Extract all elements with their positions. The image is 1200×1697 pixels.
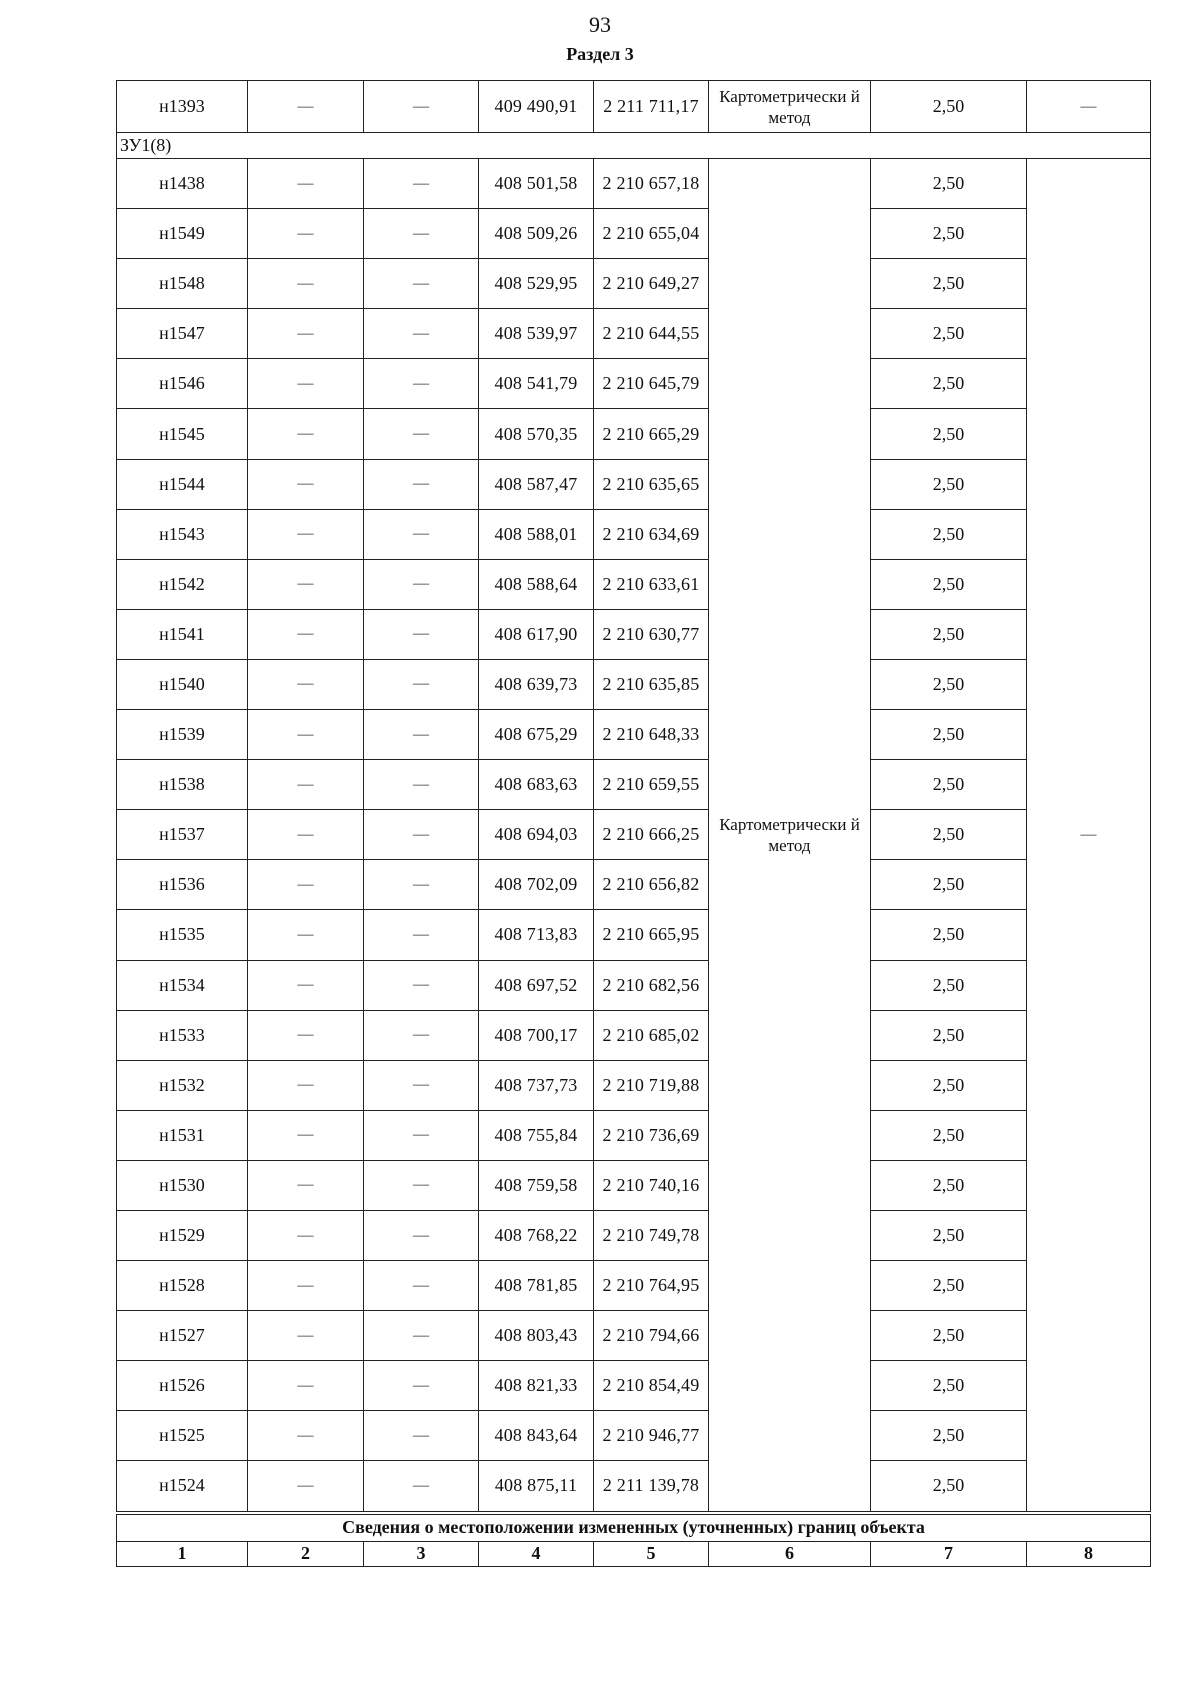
column-number: 5 — [594, 1541, 709, 1566]
precision-cell: 2,50 — [871, 1160, 1027, 1210]
cell-col2: — — [248, 1261, 364, 1311]
cell-col3: — — [364, 910, 479, 960]
cell-col2: — — [248, 159, 364, 209]
table-row — [117, 710, 1151, 760]
cell-col3: — — [364, 1210, 479, 1260]
table-row — [117, 509, 1151, 559]
group-header-row — [117, 133, 1151, 159]
coord-y: 2 210 635,65 — [594, 459, 709, 509]
column-numbers-row — [117, 1541, 1151, 1566]
cell-col3: — — [364, 409, 479, 459]
point-name: н1538 — [117, 760, 248, 810]
precision-cell: 2,50 — [871, 409, 1027, 459]
cell-col3: — — [364, 209, 479, 259]
table-row — [117, 81, 1151, 133]
point-name: н1540 — [117, 659, 248, 709]
coord-y: 2 210 648,33 — [594, 710, 709, 760]
cell-col3: — — [364, 509, 479, 559]
coord-x: 408 737,73 — [479, 1060, 594, 1110]
point-name: н1393 — [117, 81, 248, 133]
coord-x: 408 875,11 — [479, 1461, 594, 1513]
page-number: 93 — [589, 12, 611, 37]
coord-y: 2 210 764,95 — [594, 1261, 709, 1311]
coord-y: 2 210 740,16 — [594, 1160, 709, 1210]
point-name: н1539 — [117, 710, 248, 760]
cell-col3: — — [364, 459, 479, 509]
table-row — [117, 359, 1151, 409]
coord-y: 2 210 630,77 — [594, 609, 709, 659]
coord-y: 2 210 645,79 — [594, 359, 709, 409]
cell-col8: — — [1027, 81, 1151, 133]
coord-x: 408 509,26 — [479, 209, 594, 259]
point-name: н1524 — [117, 1461, 248, 1513]
point-name: н1547 — [117, 309, 248, 359]
cell-col3: — — [364, 259, 479, 309]
table-row — [117, 910, 1151, 960]
cell-col2: — — [248, 810, 364, 860]
coord-x: 408 529,95 — [479, 259, 594, 309]
precision-cell: 2,50 — [871, 609, 1027, 659]
cell-col3: — — [364, 1110, 479, 1160]
coord-x: 408 570,35 — [479, 409, 594, 459]
column-number: 2 — [248, 1541, 364, 1566]
cell-col3: — — [364, 159, 479, 209]
precision-cell: 2,50 — [871, 960, 1027, 1010]
coord-x: 408 617,90 — [479, 609, 594, 659]
cell-col2: — — [248, 259, 364, 309]
column-number: 1 — [117, 1541, 248, 1566]
cell-col2: — — [248, 81, 364, 133]
precision-cell: 2,50 — [871, 209, 1027, 259]
table-row — [117, 1311, 1151, 1361]
cell-col3: — — [364, 81, 479, 133]
cell-col2: — — [248, 860, 364, 910]
coord-y: 2 210 719,88 — [594, 1060, 709, 1110]
column-number: 6 — [709, 1541, 871, 1566]
point-name: н1525 — [117, 1411, 248, 1461]
precision-cell: 2,50 — [871, 1411, 1027, 1461]
coord-x: 408 759,58 — [479, 1160, 594, 1210]
cell-col3: — — [364, 1160, 479, 1210]
coord-x: 408 713,83 — [479, 910, 594, 960]
coord-x: 408 702,09 — [479, 860, 594, 910]
coord-x: 408 821,33 — [479, 1361, 594, 1411]
table-row — [117, 1461, 1151, 1513]
cell-col3: — — [364, 860, 479, 910]
precision-cell: 2,50 — [871, 710, 1027, 760]
cell-col3: — — [364, 1261, 479, 1311]
cell-col2: — — [248, 960, 364, 1010]
precision-cell: 2,50 — [871, 1110, 1027, 1160]
coord-y: 2 210 749,78 — [594, 1210, 709, 1260]
coord-y: 2 210 854,49 — [594, 1361, 709, 1411]
table-row — [117, 1010, 1151, 1060]
coord-x: 408 588,01 — [479, 509, 594, 559]
coord-x: 408 501,58 — [479, 159, 594, 209]
table-row — [117, 810, 1151, 860]
cell-col2: — — [248, 760, 364, 810]
coord-x: 408 694,03 — [479, 810, 594, 860]
coord-y: 2 210 657,18 — [594, 159, 709, 209]
coord-y: 2 210 644,55 — [594, 309, 709, 359]
coord-x: 408 843,64 — [479, 1411, 594, 1461]
coord-x: 408 541,79 — [479, 359, 594, 409]
cell-col2: — — [248, 209, 364, 259]
cell-col3: — — [364, 659, 479, 709]
coord-y: 2 210 685,02 — [594, 1010, 709, 1060]
cell-col2: — — [248, 1160, 364, 1210]
method-cell: Картометрически й метод — [709, 159, 871, 1513]
point-name: н1537 — [117, 810, 248, 860]
cell-col3: — — [364, 760, 479, 810]
precision-cell: 2,50 — [871, 259, 1027, 309]
coord-y: 2 210 946,77 — [594, 1411, 709, 1461]
precision-cell: 2,50 — [871, 159, 1027, 209]
table-row — [117, 209, 1151, 259]
cell-col3: — — [364, 810, 479, 860]
cell-col2: — — [248, 609, 364, 659]
precision-cell: 2,50 — [871, 659, 1027, 709]
coord-x: 408 768,22 — [479, 1210, 594, 1260]
coord-y: 2 210 794,66 — [594, 1311, 709, 1361]
coord-y: 2 210 656,82 — [594, 860, 709, 910]
cell-col3: — — [364, 309, 479, 359]
coord-y: 2 210 666,25 — [594, 810, 709, 860]
table-row — [117, 860, 1151, 910]
point-name: н1541 — [117, 609, 248, 659]
cell-col3: — — [364, 1060, 479, 1110]
cell-col3: — — [364, 1361, 479, 1411]
point-name: н1546 — [117, 359, 248, 409]
point-name: н1527 — [117, 1311, 248, 1361]
table-row — [117, 559, 1151, 609]
table-row — [117, 1361, 1151, 1411]
table-row — [117, 1060, 1151, 1110]
point-name: н1532 — [117, 1060, 248, 1110]
precision-cell: 2,50 — [871, 1261, 1027, 1311]
table-row — [117, 1110, 1151, 1160]
precision-cell: 2,50 — [871, 910, 1027, 960]
precision-cell: 2,50 — [871, 359, 1027, 409]
section-title: Раздел 3 — [566, 44, 634, 64]
point-name: н1543 — [117, 509, 248, 559]
precision-cell: 2,50 — [871, 1311, 1027, 1361]
precision-cell: 2,50 — [871, 309, 1027, 359]
coord-x: 408 588,64 — [479, 559, 594, 609]
coord-x: 409 490,91 — [479, 81, 594, 133]
cell-col3: — — [364, 710, 479, 760]
precision-cell: 2,50 — [871, 459, 1027, 509]
cell-col3: — — [364, 359, 479, 409]
cell-col2: — — [248, 509, 364, 559]
table-row — [117, 159, 1151, 209]
precision-cell: 2,50 — [871, 760, 1027, 810]
table-row — [117, 1210, 1151, 1260]
cell-col2: — — [248, 459, 364, 509]
point-name: н1536 — [117, 860, 248, 910]
cell-col2: — — [248, 710, 364, 760]
precision-cell: 2,50 — [871, 1210, 1027, 1260]
coord-y: 2 210 649,27 — [594, 259, 709, 309]
coord-x: 408 675,29 — [479, 710, 594, 760]
precision-cell: 2,50 — [871, 860, 1027, 910]
cell-col3: — — [364, 559, 479, 609]
cell-col2: — — [248, 559, 364, 609]
table-row — [117, 309, 1151, 359]
cell-col2: — — [248, 1210, 364, 1260]
table-row — [117, 1160, 1151, 1210]
precision-cell: 2,50 — [871, 81, 1027, 133]
cell-col2: — — [248, 910, 364, 960]
cell-col2: — — [248, 1361, 364, 1411]
point-name: н1533 — [117, 1010, 248, 1060]
point-name: н1528 — [117, 1261, 248, 1311]
coord-x: 408 755,84 — [479, 1110, 594, 1160]
cell-col2: — — [248, 1461, 364, 1513]
coord-x: 408 587,47 — [479, 459, 594, 509]
coord-y: 2 210 665,29 — [594, 409, 709, 459]
coord-y: 2 210 633,61 — [594, 559, 709, 609]
cell-col8: — — [1027, 159, 1151, 1513]
cell-col2: — — [248, 1311, 364, 1361]
table-row — [117, 659, 1151, 709]
coord-x: 408 697,52 — [479, 960, 594, 1010]
point-name: н1534 — [117, 960, 248, 1010]
coord-x: 408 803,43 — [479, 1311, 594, 1361]
footer-title: Сведения о местоположении измененных (уточненных) границ объекта — [117, 1513, 1151, 1542]
precision-cell: 2,50 — [871, 1461, 1027, 1513]
coord-y: 2 211 139,78 — [594, 1461, 709, 1513]
point-name: н1548 — [117, 259, 248, 309]
coord-x: 408 639,73 — [479, 659, 594, 709]
point-name: н1438 — [117, 159, 248, 209]
cell-col3: — — [364, 960, 479, 1010]
coord-y: 2 210 655,04 — [594, 209, 709, 259]
precision-cell: 2,50 — [871, 509, 1027, 559]
precision-cell: 2,50 — [871, 1361, 1027, 1411]
cell-col2: — — [248, 1010, 364, 1060]
cell-col2: — — [248, 659, 364, 709]
cell-col2: — — [248, 359, 364, 409]
cell-col3: — — [364, 1010, 479, 1060]
coord-x: 408 683,63 — [479, 760, 594, 810]
column-number: 3 — [364, 1541, 479, 1566]
point-name: н1529 — [117, 1210, 248, 1260]
cell-col3: — — [364, 1461, 479, 1513]
table-row — [117, 1411, 1151, 1461]
coord-y: 2 210 659,55 — [594, 760, 709, 810]
point-name: н1526 — [117, 1361, 248, 1411]
column-number: 7 — [871, 1541, 1027, 1566]
precision-cell: 2,50 — [871, 1010, 1027, 1060]
coord-x: 408 700,17 — [479, 1010, 594, 1060]
precision-cell: 2,50 — [871, 810, 1027, 860]
point-name: н1530 — [117, 1160, 248, 1210]
point-name: н1542 — [117, 559, 248, 609]
coord-x: 408 781,85 — [479, 1261, 594, 1311]
point-name: н1549 — [117, 209, 248, 259]
cell-col3: — — [364, 1311, 479, 1361]
cell-col2: — — [248, 409, 364, 459]
group-label: ЗУ1(8) — [117, 133, 1151, 159]
method-cell: Картометрически й метод — [709, 81, 871, 133]
precision-cell: 2,50 — [871, 1060, 1027, 1110]
column-number: 4 — [479, 1541, 594, 1566]
point-name: н1544 — [117, 459, 248, 509]
cell-col2: — — [248, 1110, 364, 1160]
coord-y: 2 210 665,95 — [594, 910, 709, 960]
table-row — [117, 459, 1151, 509]
table-row — [117, 259, 1151, 309]
cell-col3: — — [364, 1411, 479, 1461]
coord-y: 2 210 635,85 — [594, 659, 709, 709]
point-name: н1545 — [117, 409, 248, 459]
table-row — [117, 960, 1151, 1010]
cell-col2: — — [248, 309, 364, 359]
coord-y: 2 210 682,56 — [594, 960, 709, 1010]
table-row — [117, 760, 1151, 810]
coord-y: 2 211 711,17 — [594, 81, 709, 133]
point-name: н1531 — [117, 1110, 248, 1160]
coord-y: 2 210 736,69 — [594, 1110, 709, 1160]
table-row — [117, 409, 1151, 459]
coord-x: 408 539,97 — [479, 309, 594, 359]
section-footer-row — [117, 1513, 1151, 1542]
table-row — [117, 1261, 1151, 1311]
cell-col2: — — [248, 1411, 364, 1461]
cell-col3: — — [364, 609, 479, 659]
table-row — [117, 609, 1151, 659]
coord-y: 2 210 634,69 — [594, 509, 709, 559]
point-name: н1535 — [117, 910, 248, 960]
coordinates-table — [116, 80, 1151, 1567]
cell-col2: — — [248, 1060, 364, 1110]
precision-cell: 2,50 — [871, 559, 1027, 609]
column-number: 8 — [1027, 1541, 1151, 1566]
